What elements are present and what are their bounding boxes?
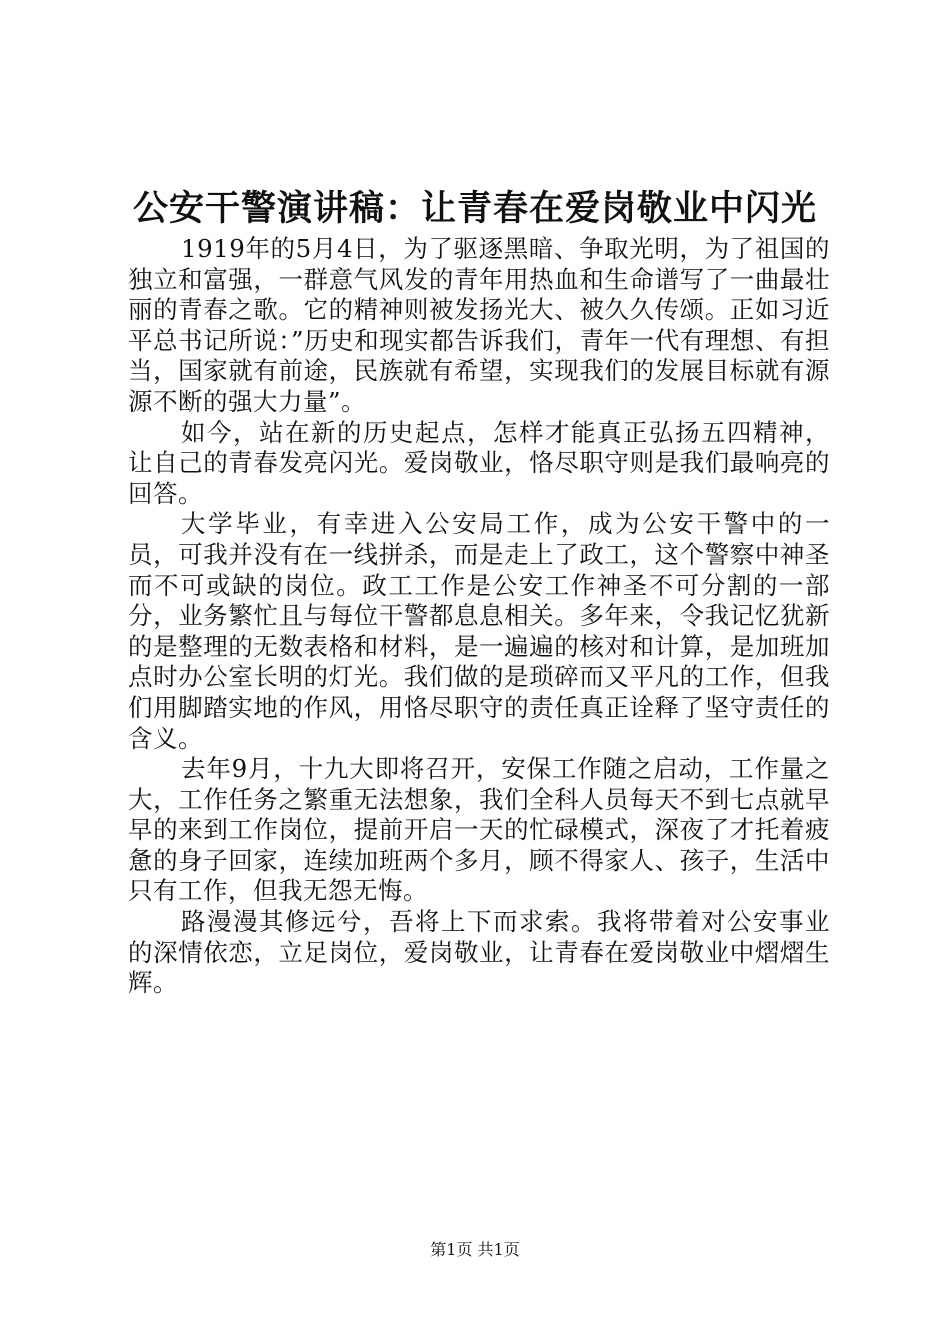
document-body (128, 234, 830, 999)
document-title: 公安干警演讲稿：让青春在爱岗敬业中闪光 (132, 188, 817, 229)
page-footer: 第1页 共1页 (430, 1240, 520, 1259)
paragraph-5: 路漫漫其修远兮，吾将上下而求索。我将带着对公安事业的深情依恋，立足岗位，爱岗敬业，让青春在爱岗敬业中熠熠生辉。 (128, 907, 830, 998)
paragraph-1: 1919年的5月4日，为了驱逐黑暗、争取光明，为了祖国的独立和富强，一群意气风发的青年用热血和生命谱写了一曲最壮丽的青春之歌。它的精神则被发扬光大、被久久传颂。正如习近平总书记所说：”历史和现实都告诉我们，青年一代有理想、有担当，国家就有前途，民族就有希望，实现我们的发展目标就有源源不断的强大力量”。 (128, 234, 830, 416)
paragraph-4: 去年9月，十九大即将召开，安保工作随之启动，工作量之大，工作任务之繁重无法想象，我们全科人员每天不到七点就早早的来到工作岗位，提前开启一天的忙碌模式，深夜了才托着疲惫的身子回家，连续加班两个多月，顾不得家人、孩子，生活中只有工作，但我无怨无悔。 (128, 754, 830, 906)
paragraph-2: 如今，站在新的历史起点，怎样才能真正弘扬五四精神，让自己的青春发亮闪光。爱岗敬业，恪尽职守则是我们最响亮的回答。 (128, 417, 830, 508)
paragraph-3: 大学毕业，有幸进入公安局工作，成为公安干警中的一员，可我并没有在一线拼杀，而是走上了政工，这个警察中神圣而不可或缺的岗位。政工工作是公安工作神圣不可分割的一部分，业务繁忙且与每位干警都息息相关。多年来，令我记忆犹新的是整理的无数表格和材料，是一遍遍的核对和计算，是加班加点时办公室长明的灯光。我们做的是琐碎而又平凡的工作，但我们用脚踏实地的作风，用恪尽职守的责任真正诠释了坚守责任的含义。 (128, 509, 830, 753)
